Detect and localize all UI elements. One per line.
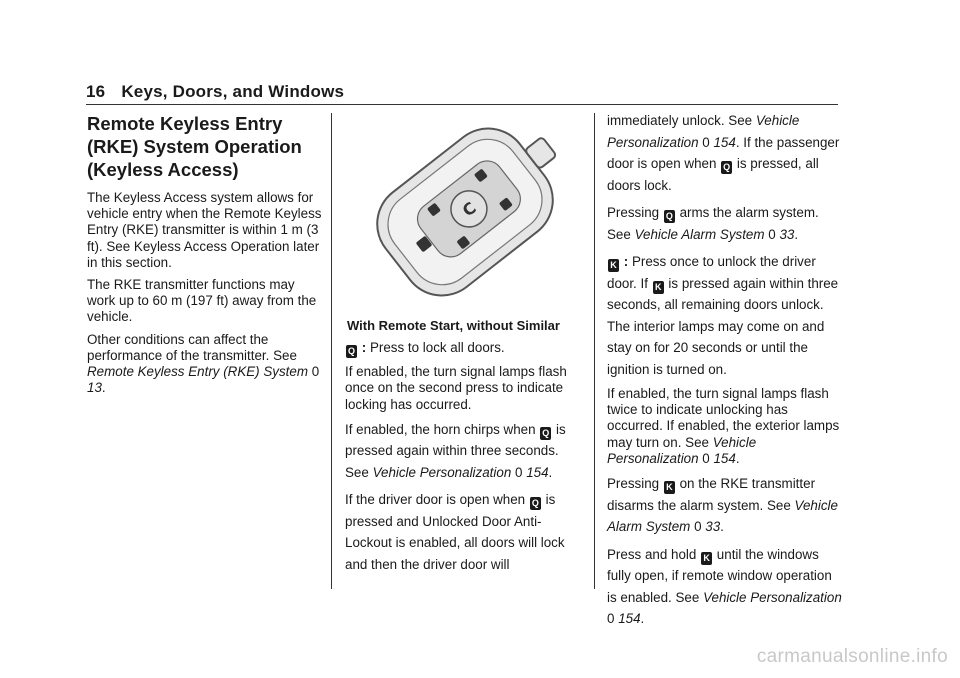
page-arrow-icon: 0	[515, 464, 523, 480]
page-arrow-icon: 0	[311, 364, 320, 380]
paragraph: If enabled, the turn signal lamps flash once on the second press to indicate locking has occurred.	[345, 364, 567, 412]
column-2	[345, 112, 585, 581]
page-ref[interactable]: 154	[713, 134, 736, 150]
page-ref[interactable]: 13	[87, 380, 102, 396]
page-arrow-icon: 0	[702, 450, 710, 466]
column-3	[607, 110, 843, 636]
paragraph: If enabled, the horn chirps when Q is pressed again within three seconds. See Vehicle Personalization 0 154.	[345, 421, 566, 480]
paragraph: immediately unlock. See Vehicle Personalization 0 154. If the passenger door is open when Q is pressed, all doors lock.	[607, 113, 840, 193]
cross-reference-link[interactable]: Vehicle Personalization	[703, 589, 842, 605]
page-number: 16	[86, 82, 106, 101]
page-ref[interactable]: 33	[705, 519, 721, 535]
paragraph: If enabled, the turn signal lamps flash twice to indicate unlocking has occurred. If enabled, the exterior lamps may turn on. See Vehicle Personalization 0 154.	[607, 386, 840, 466]
cross-reference-link[interactable]: Vehicle Personalization	[372, 464, 512, 480]
column-divider-left	[331, 113, 332, 589]
watermark: carmanualsonline.info	[756, 646, 948, 667]
svg-text:C: C	[458, 198, 480, 221]
paragraph: K : Press once to unlock the driver door. If K is pressed again within three seconds, all remaining doors unlock. The interior lamps may come on and stay on for 20 seconds or until the ignition is turned on.	[607, 254, 839, 377]
column-divider-right	[594, 113, 595, 589]
lock-icon: Q	[531, 498, 539, 509]
lock-icon: Q	[665, 211, 673, 221]
key-fob-illustration	[345, 112, 585, 312]
unlock-icon: K	[608, 259, 619, 272]
paragraph: Pressing Q arms the alarm system. See Vehicle Alarm System 0 33.	[607, 205, 819, 242]
column-1	[87, 112, 323, 402]
paragraph: The Keyless Access system allows for vehicle entry when the Remote Keyless Entry (RKE) transmitter is within 1 m (3 ft). See Keyless Access Operation later in this section.	[87, 190, 322, 270]
section-title: Remote Keyless Entry (RKE) System Operation (Keyless Access)	[87, 113, 302, 180]
page-arrow-icon: 0	[694, 519, 702, 535]
paragraph: Q : Press to lock all doors.	[347, 340, 505, 357]
page-header	[86, 82, 838, 102]
spaced-block	[345, 419, 585, 576]
lock-icon: Q	[542, 427, 550, 438]
cross-reference-link[interactable]: Vehicle Alarm System	[607, 497, 838, 535]
cross-reference-link[interactable]: Remote Keyless Entry (RKE) System	[87, 364, 309, 380]
cross-reference-link[interactable]: Vehicle Personalization	[607, 113, 800, 150]
page-arrow-icon: 0	[702, 134, 710, 150]
paragraph: Press and hold K until the windows fully open, if remote window operation is enabled. See Vehicle Personalization 0 154.	[607, 546, 842, 627]
page-ref[interactable]: 154	[713, 450, 736, 466]
page-arrow-icon: 0	[768, 226, 776, 242]
chapter-title: Keys, Doors, and Windows	[121, 82, 345, 101]
paragraph: Pressing K on the RKE transmitter disarms the alarm system. See Vehicle Alarm System 0 33.	[607, 476, 838, 535]
page-ref[interactable]: 33	[779, 226, 795, 242]
figure-caption: With Remote Start, without Similar	[347, 318, 560, 333]
page-ref[interactable]: 154	[526, 464, 549, 480]
page-arrow-icon: 0	[607, 611, 615, 627]
cross-reference-link[interactable]: Vehicle Alarm System	[634, 226, 765, 242]
unlock-icon: K	[664, 481, 675, 494]
paragraph: The RKE transmitter functions may work up to 60 m (197 ft) away from the vehicle.	[87, 277, 317, 325]
paragraph: If the driver door is open when Q is pressed and Unlocked Door Anti-Lockout is enabled, all doors will lock and then the driver door will	[345, 492, 565, 572]
lock-icon: Q	[347, 346, 355, 357]
header-rule	[86, 104, 838, 105]
cross-reference-link[interactable]: Vehicle Personalization	[607, 434, 757, 466]
paragraph: Other conditions can affect the performance of the transmitter. See Remote Keyless Entry (RKE) System 0 13.	[87, 331, 320, 396]
unlock-icon: K	[653, 281, 664, 294]
page-ref[interactable]: 154	[618, 611, 641, 627]
lock-icon: Q	[723, 162, 731, 172]
unlock-icon: K	[701, 552, 712, 565]
